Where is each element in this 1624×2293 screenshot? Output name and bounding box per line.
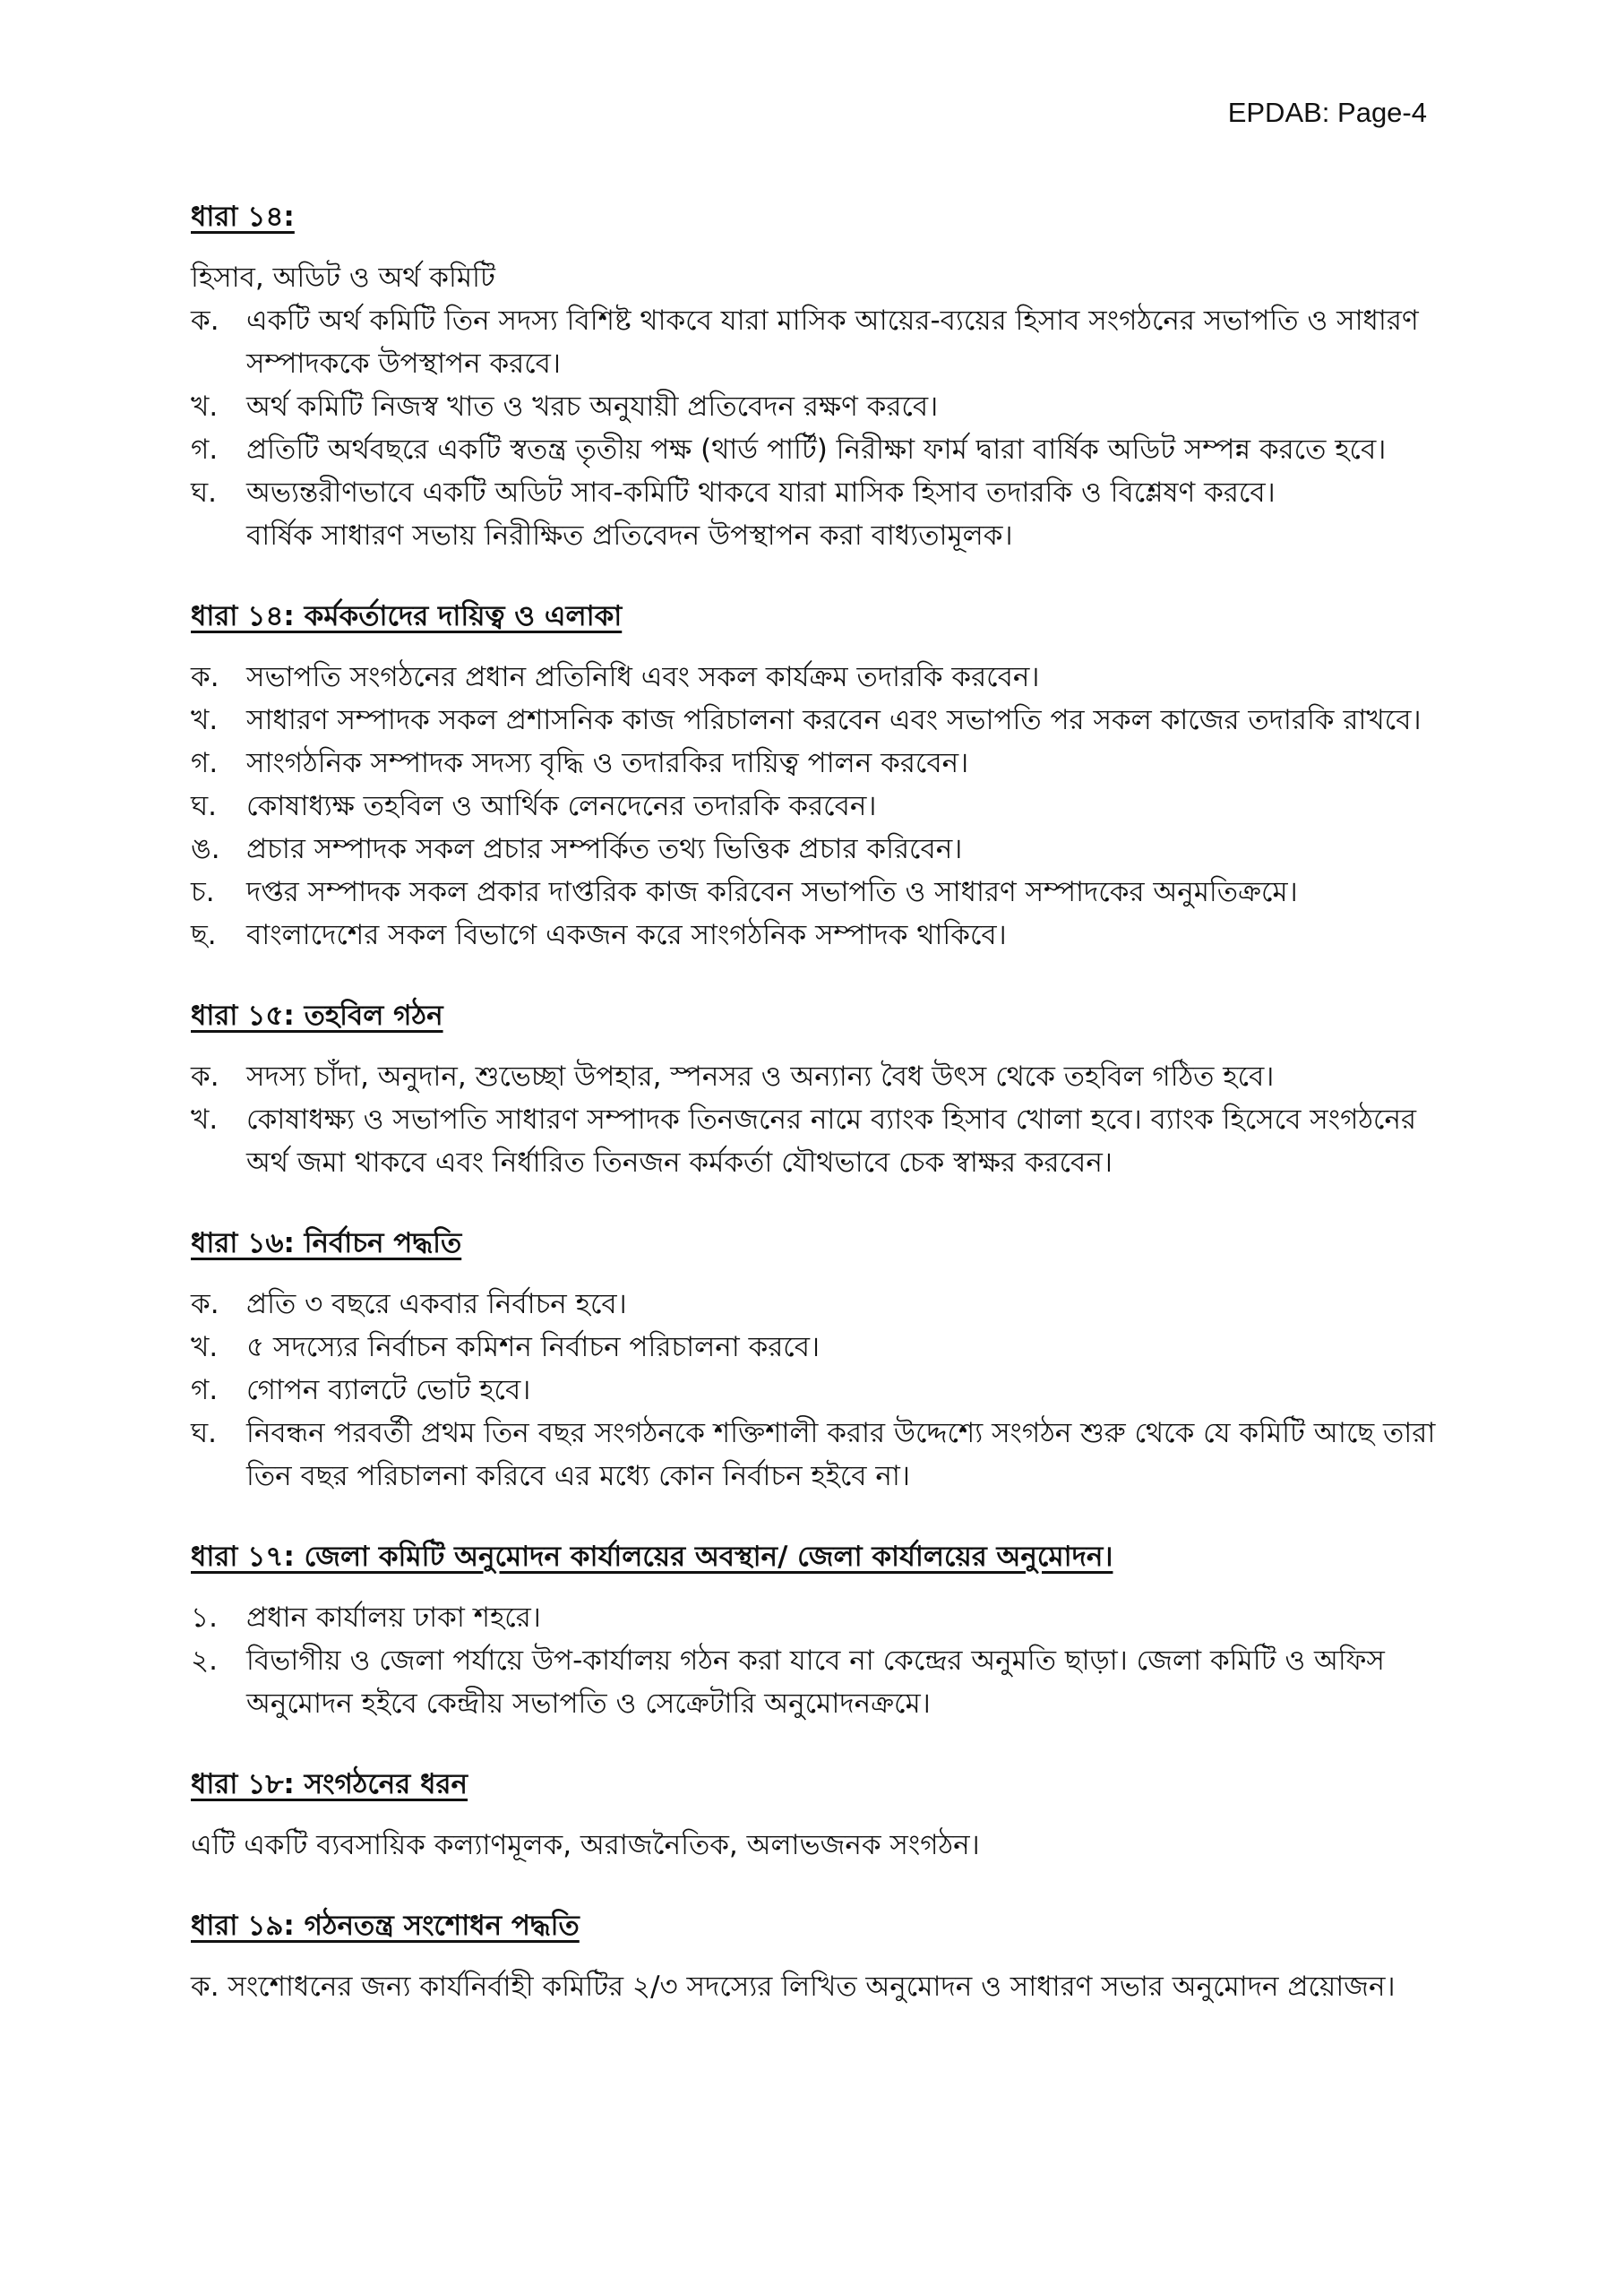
list-item — [191, 1283, 1445, 1326]
item-text: কোষাধক্ষ্য ও সভাপতি সাধারণ সম্পাদক তিনজনের নামে ব্যাংক হিসাব খোলা হবে। ব্যাংক হিসেবে সংগঠনের অর্থ জমা থাকবে এবং নির্ধারিত তিনজন কর্মকর্তা যৌথভাবে চেক স্বাক্ষর করবেন। — [246, 1104, 1417, 1179]
item-marker: ২. — [191, 1645, 219, 1677]
list-item — [191, 1326, 1445, 1369]
item-text: বাংলাদেশের সকল বিভাগে একজন করে সাংগঠনিক সম্পাদক থাকিবে। — [246, 919, 1007, 951]
list-item — [191, 871, 1445, 914]
list-item — [191, 656, 1445, 699]
section-heading: ধারা ১৮: সংগঠনের ধরন — [191, 1768, 468, 1800]
item-text: বিভাগীয় ও জেলা পর্যায়ে উপ-কার্যালয় গঠন করা যাবে না কেন্দ্রের অনুমতি ছাড়া। জেলা কমিটি ও অফিস অনুমোদন হইবে কেন্দ্রীয় সভাপতি ও সেক্রেটারি অনুমোদনক্রমে। — [246, 1645, 1385, 1720]
section-heading: ধারা ১৭: জেলা কমিটি অনুমোদন কার্যালয়ের অবস্থান/ জেলা কার্যালয়ের অনুমোদন। — [191, 1541, 1113, 1573]
list-item — [191, 428, 1445, 471]
item-marker: ক. — [191, 661, 219, 693]
item-marker: ঙ. — [191, 833, 220, 865]
item-text: অভ্যন্তরীণভাবে একটি অডিট সাব-কমিটি থাকবে যারা মাসিক হিসাব তদারকি ও বিশ্লেষণ করবে। — [246, 477, 1276, 509]
list-item — [191, 699, 1445, 742]
section-heading: ধারা ১৫: তহবিল গঠন — [191, 1000, 443, 1032]
list-item — [191, 1596, 1445, 1639]
item-text: প্রতিটি অর্থবছরে একটি স্বতন্ত্র তৃতীয় পক্ষ (থার্ড পার্টি) নিরীক্ষা ফার্ম দ্বারা বার্ষিক অডিট সম্পন্ন করতে হবে। — [246, 434, 1387, 466]
list-item — [191, 299, 1445, 385]
list-item — [191, 471, 1445, 514]
list-item — [191, 1055, 1445, 1098]
item-text: কোষাধ্যক্ষ তহবিল ও আর্থিক লেনদেনের তদারকি করবেন। — [246, 790, 877, 822]
page-header: EPDAB: Page-4 — [1227, 97, 1427, 128]
item-marker: গ. — [191, 1374, 219, 1406]
item-text: গোপন ব্যালটে ভোট হবে। — [246, 1374, 531, 1406]
section-15-fund — [191, 994, 1445, 1184]
section-intro: এটি একটি ব্যবসায়িক কল্যাণমূলক, অরাজনৈতিক, অলাভজনক সংগঠন। — [191, 1829, 980, 1861]
item-text: অর্থ কমিটি নিজস্ব খাত ও খরচ অনুযায়ী প্রতিবেদন রক্ষণ করবে। — [246, 391, 939, 423]
section-heading: ধারা ১৪: কর্মকর্তাদের দায়িত্ব ও এলাকা — [191, 600, 623, 632]
item-marker: খ. — [191, 1104, 219, 1136]
section-14-officers — [191, 595, 1445, 957]
item-marker: ঘ. — [191, 477, 218, 509]
list-item — [191, 1639, 1445, 1725]
section-intro: ক. সংশোধনের জন্য কার্যনির্বাহী কমিটির ২/৩ সদস্যের লিখিত অনুমোদন ও সাধারণ সভার অনুমোদন প্রয়োজন। — [191, 1971, 1396, 2003]
item-marker: ক. — [191, 305, 219, 337]
item-text: একটি অর্থ কমিটি তিন সদস্য বিশিষ্ট থাকবে যারা মাসিক আয়ের-ব্যয়ের হিসাব সংগঠনের সভাপতি ও সাধারণ সম্পাদককে উপস্থাপন করবে। — [246, 305, 1419, 380]
item-text: সাংগঠনিক সম্পাদক সদস্য বৃদ্ধি ও তদারকির দায়িত্ব পালন করবেন। — [246, 747, 969, 779]
list-item — [191, 1098, 1445, 1184]
item-text: দপ্তর সম্পাদক সকল প্রকার দাপ্তরিক কাজ করিবেন সভাপতি ও সাধারণ সম্পাদকের অনুমতিক্রমে। — [246, 876, 1298, 908]
item-marker: ১. — [191, 1602, 218, 1634]
item-marker: খ. — [191, 391, 219, 423]
section-14-audit — [191, 195, 1445, 557]
section-18-organization-type — [191, 1763, 1445, 1867]
item-marker: ক. — [191, 1288, 219, 1320]
section-19-amendment — [191, 1904, 1445, 2008]
item-marker: ঘ. — [191, 1417, 218, 1449]
item-text: সাধারণ সম্পাদক সকল প্রশাসনিক কাজ পরিচালনা করবেন এবং সভাপতি পর সকল কাজের তদারকি রাখবে। — [246, 704, 1422, 736]
section-heading: ধারা ১৯: গঠনতন্ত্র সংশোধন পদ্ধতি — [191, 1910, 580, 1942]
list-item — [191, 1412, 1445, 1498]
list-item — [191, 914, 1445, 957]
item-text: প্রচার সম্পাদক সকল প্রচার সম্পর্কিত তথ্য ভিত্তিক প্রচার করিবেন। — [246, 833, 963, 865]
item-text: প্রতি ৩ বছরে একবার নির্বাচন হবে। — [246, 1288, 627, 1320]
list-item — [191, 385, 1445, 428]
list-item — [191, 1369, 1445, 1412]
item-text: ৫ সদস্যের নির্বাচন কমিশন নির্বাচন পরিচালনা করবে। — [246, 1331, 821, 1363]
section-heading: ধারা ১৬: নির্বাচন পদ্ধতি — [191, 1227, 462, 1259]
document-body — [191, 195, 1445, 2046]
list-item — [191, 742, 1445, 785]
item-marker: চ. — [191, 876, 215, 908]
item-text: সদস্য চাঁদা, অনুদান, শুভেচ্ছা উপহার, স্পনসর ও অন্যান্য বৈধ উৎস থেকে তহবিল গঠিত হবে। — [246, 1061, 1275, 1093]
item-text: প্রধান কার্যালয় ঢাকা শহরে। — [246, 1602, 541, 1634]
item-marker: ঘ. — [191, 790, 218, 822]
list-item — [191, 785, 1445, 828]
section-heading: ধারা ১৪: — [191, 201, 295, 233]
item-marker: গ. — [191, 747, 219, 779]
item-marker: গ. — [191, 434, 219, 466]
item-text: নিবন্ধন পরবর্তী প্রথম তিন বছর সংগঠনকে শক্তিশালী করার উদ্দেশ্যে সংগঠন শুরু থেকে যে কমিটি আছে তারা তিন বছর পরিচালনা করিবে এর মধ্যে কোন নির্বাচন হইবে না। — [246, 1417, 1436, 1492]
section-intro: হিসাব, অডিট ও অর্থ কমিটি — [191, 262, 495, 294]
item-text: সভাপতি সংগঠনের প্রধান প্রতিনিধি এবং সকল কার্যক্রম তদারকি করবেন। — [246, 661, 1040, 693]
item-marker: ছ. — [191, 919, 217, 951]
list-item — [191, 828, 1445, 871]
section-note: বার্ষিক সাধারণ সভায় নিরীক্ষিত প্রতিবেদন উপস্থাপন করা বাধ্যতামূলক। — [246, 520, 1013, 552]
section-16-election — [191, 1222, 1445, 1498]
item-marker: খ. — [191, 704, 219, 736]
item-marker: খ. — [191, 1331, 219, 1363]
section-17-district-committee — [191, 1535, 1445, 1725]
item-marker: ক. — [191, 1061, 219, 1093]
